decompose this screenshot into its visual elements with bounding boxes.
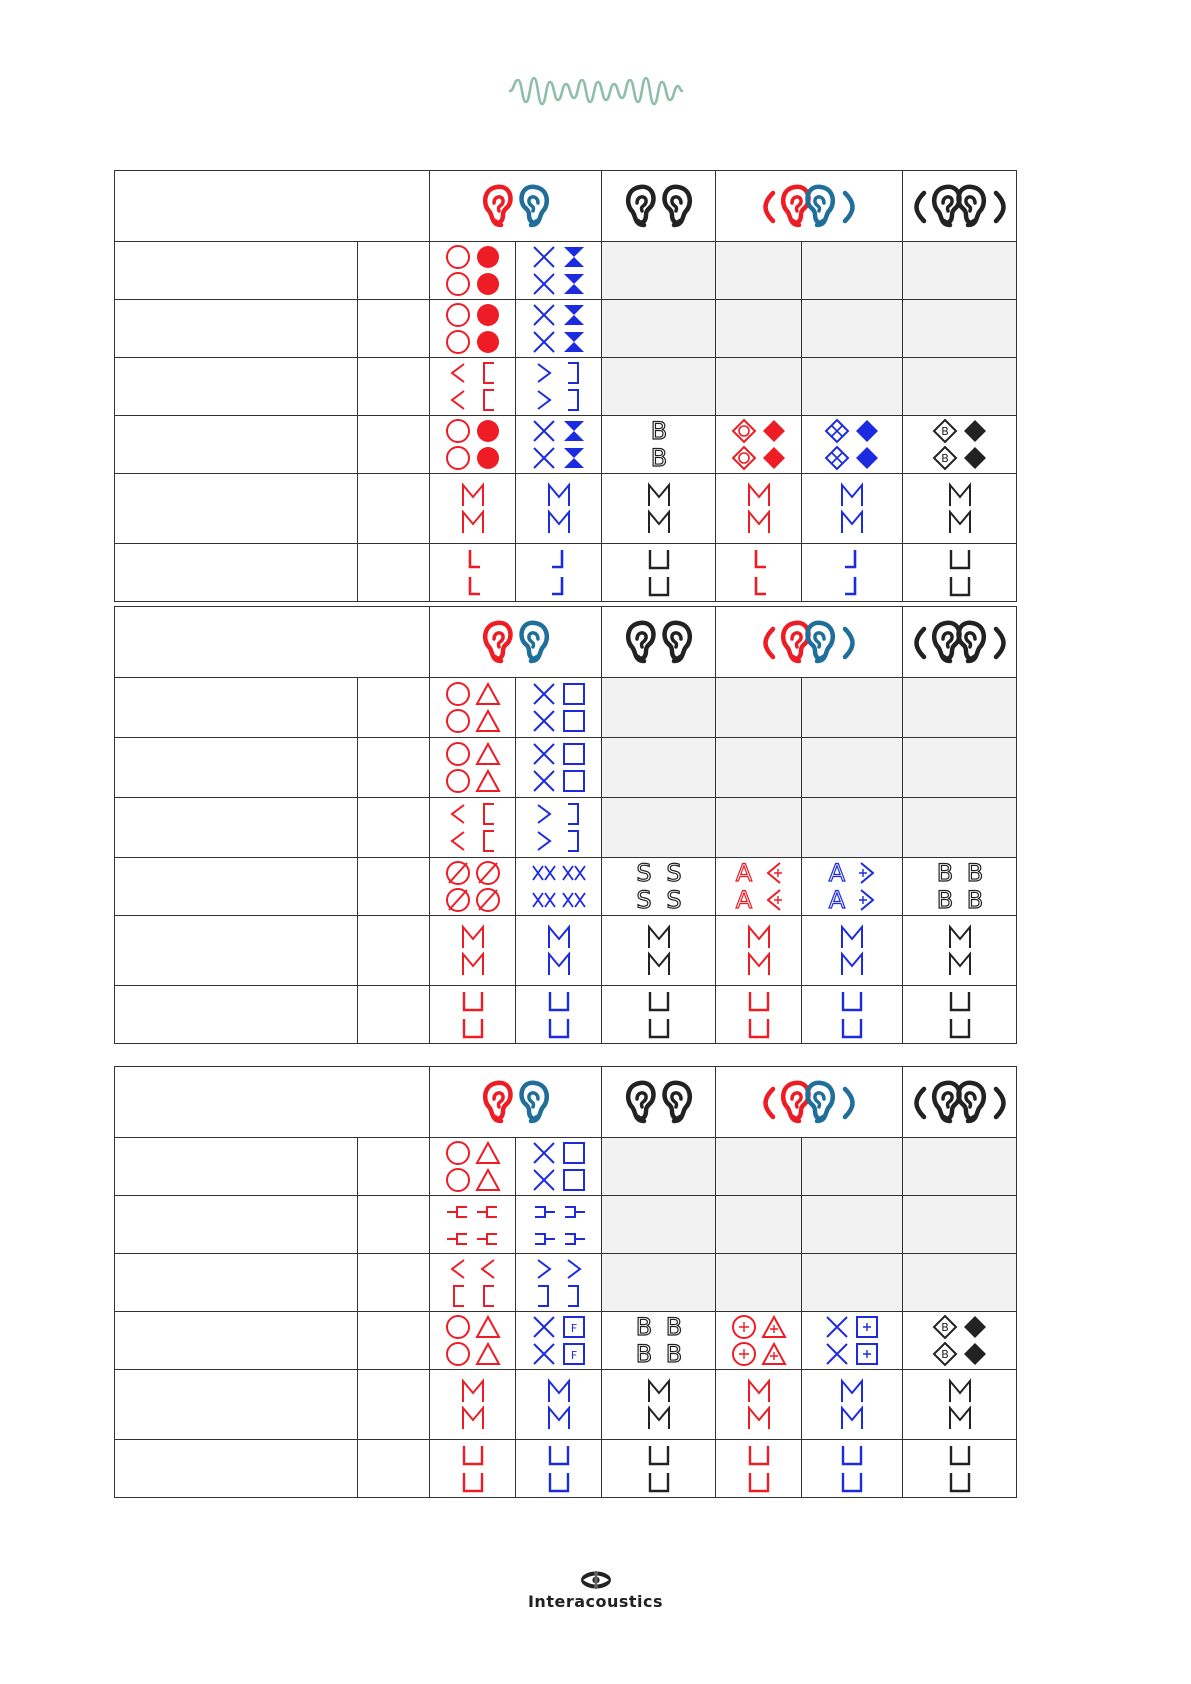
row-label-cell: [115, 474, 358, 544]
audiogram-symbol-icon: [945, 1378, 975, 1432]
svg-text:B: B: [665, 1339, 682, 1368]
legend-row: [115, 474, 1017, 544]
symbol-cell: [802, 986, 903, 1044]
not-applicable-cell: [903, 1254, 1017, 1312]
header-label-cell: [115, 607, 430, 678]
svg-text:S: S: [635, 885, 652, 914]
not-applicable-cell: [602, 1196, 716, 1254]
symbol-cell: [716, 544, 802, 602]
audiogram-symbol-icon: [458, 1442, 488, 1496]
legend-row: [115, 916, 1017, 986]
legend-table-3: [114, 1066, 1017, 1498]
symbol-cell: [516, 1370, 602, 1440]
not-applicable-cell: [716, 798, 802, 858]
legend-table-2: [114, 606, 1017, 1044]
legend-row: [115, 544, 1017, 602]
ears-red-blue-sound-icon: [716, 1067, 903, 1138]
not-applicable-cell: [802, 738, 903, 798]
audiogram-symbol-icon: [822, 860, 882, 914]
audiogram-symbol-icon: [529, 681, 589, 735]
symbol-cell: [516, 242, 602, 300]
audiogram-symbol-icon: [744, 1442, 774, 1496]
symbol-cell: [430, 1440, 516, 1498]
legend-row: [115, 798, 1017, 858]
legend-table-1: [114, 170, 1017, 602]
symbol-cell: [602, 916, 716, 986]
svg-text:S: S: [665, 885, 682, 914]
audiogram-symbol-icon: [729, 1314, 789, 1368]
audiogram-symbol-icon: [443, 681, 503, 735]
row-label-cell: [115, 986, 358, 1044]
audiogram-symbol-icon: [629, 860, 689, 914]
not-applicable-cell: [903, 738, 1017, 798]
symbol-cell: [430, 358, 516, 416]
not-applicable-cell: [802, 678, 903, 738]
symbol-cell: [430, 544, 516, 602]
symbol-cell: [516, 678, 602, 738]
audiogram-symbol-icon: [443, 741, 503, 795]
not-applicable-cell: [602, 798, 716, 858]
row-sublabel-cell: [358, 416, 430, 474]
not-applicable-cell: [716, 678, 802, 738]
symbol-cell: [716, 916, 802, 986]
audiogram-symbol-icon: [458, 546, 488, 600]
legend-row: [115, 858, 1017, 916]
not-applicable-cell: [716, 300, 802, 358]
row-sublabel-cell: [358, 916, 430, 986]
audiogram-symbol-icon: [529, 1140, 589, 1194]
symbol-cell: [430, 678, 516, 738]
audiogram-symbol-icon: [443, 418, 503, 472]
symbol-cell: [903, 916, 1017, 986]
audiogram-symbol-icon: [644, 924, 674, 978]
audiogram-symbol-icon: [945, 1442, 975, 1496]
svg-text:B: B: [650, 443, 667, 472]
symbol-cell: [716, 1370, 802, 1440]
audiogram-symbol-icon: [729, 418, 789, 472]
legend-row: [115, 1138, 1017, 1196]
symbol-cell: [802, 1440, 903, 1498]
audiogram-symbol-icon: [529, 244, 589, 298]
not-applicable-cell: [903, 242, 1017, 300]
audiogram-symbol-icon: [744, 988, 774, 1042]
audiogram-symbol-icon: [544, 546, 574, 600]
not-applicable-cell: [802, 1138, 903, 1196]
symbol-cell: [802, 474, 903, 544]
legend-header-row: [115, 607, 1017, 678]
not-applicable-cell: [716, 358, 802, 416]
row-sublabel-cell: [358, 738, 430, 798]
row-sublabel-cell: [358, 678, 430, 738]
symbol-cell: [802, 1312, 903, 1370]
row-label-cell: [115, 1138, 358, 1196]
symbol-cell: [516, 916, 602, 986]
audiogram-symbol-icon: [744, 924, 774, 978]
ears-black-icon: [602, 607, 716, 678]
svg-text:B: B: [966, 859, 983, 887]
footer-logo: [0, 1570, 1191, 1612]
not-applicable-cell: [802, 300, 903, 358]
audiogram-symbol-icon: [529, 1314, 589, 1368]
symbol-cell: [903, 986, 1017, 1044]
row-sublabel-cell: [358, 1440, 430, 1498]
row-sublabel-cell: [358, 1196, 430, 1254]
audiogram-symbol-icon: [930, 418, 990, 472]
audiogram-symbol-icon: [529, 1256, 589, 1310]
ears-red-blue-sound-icon: [716, 607, 903, 678]
symbol-cell: [430, 300, 516, 358]
ears-black-sound-icon: [903, 607, 1017, 678]
symbol-cell: [430, 858, 516, 916]
symbol-cell: [516, 1312, 602, 1370]
legend-row: [115, 678, 1017, 738]
audiogram-symbol-icon: [443, 1140, 503, 1194]
ears-black-icon: [602, 1067, 716, 1138]
symbol-cell: [716, 1440, 802, 1498]
svg-text:A: A: [828, 885, 846, 914]
not-applicable-cell: [602, 1138, 716, 1196]
symbol-cell: [430, 798, 516, 858]
svg-text:A: A: [735, 885, 752, 914]
not-applicable-cell: [802, 1196, 903, 1254]
row-sublabel-cell: [358, 242, 430, 300]
svg-text:S: S: [665, 859, 682, 887]
audiogram-symbol-icon: [744, 1378, 774, 1432]
legend-row: [115, 1312, 1017, 1370]
ears-black-icon: [602, 171, 716, 242]
symbol-cell: [602, 1312, 716, 1370]
legend-row: [115, 1370, 1017, 1440]
not-applicable-cell: [903, 1196, 1017, 1254]
not-applicable-cell: [802, 242, 903, 300]
audiogram-symbol-icon: [544, 1442, 574, 1496]
audiogram-symbol-icon: [443, 1314, 503, 1368]
row-label-cell: [115, 916, 358, 986]
symbol-cell: [516, 1138, 602, 1196]
legend-header-row: [115, 1067, 1017, 1138]
svg-text:B: B: [650, 417, 667, 445]
not-applicable-cell: [602, 1254, 716, 1312]
audiogram-symbol-icon: [443, 1256, 503, 1310]
audiogram-symbol-icon: [945, 988, 975, 1042]
symbol-cell: [516, 1196, 602, 1254]
not-applicable-cell: [802, 798, 903, 858]
symbol-cell: [516, 858, 602, 916]
legend-row: [115, 1196, 1017, 1254]
audiogram-symbol-icon: [529, 360, 589, 414]
audiogram-symbol-icon: [529, 801, 589, 855]
symbol-cell: [802, 544, 903, 602]
audiogram-symbol-icon: [458, 1378, 488, 1432]
svg-text:B: B: [936, 859, 953, 887]
row-label-cell: [115, 678, 358, 738]
audiogram-symbol-icon: [837, 924, 867, 978]
svg-text:F: F: [570, 1348, 577, 1362]
row-label-cell: [115, 1254, 358, 1312]
row-label-cell: [115, 1196, 358, 1254]
symbol-cell: [802, 1370, 903, 1440]
not-applicable-cell: [903, 798, 1017, 858]
not-applicable-cell: [602, 358, 716, 416]
audiogram-symbol-icon: [529, 302, 589, 356]
not-applicable-cell: [602, 738, 716, 798]
symbol-cell: [903, 416, 1017, 474]
audiogram-symbol-icon: [529, 418, 589, 472]
audiogram-symbol-icon: [744, 546, 774, 600]
audiogram-symbol-icon: [945, 924, 975, 978]
audiogram-symbol-icon: [744, 482, 774, 536]
ears-red-blue-icon: [430, 607, 602, 678]
row-sublabel-cell: [358, 858, 430, 916]
audiogram-symbol-icon: [443, 302, 503, 356]
row-label-cell: [115, 416, 358, 474]
row-sublabel-cell: [358, 1312, 430, 1370]
legend-row: [115, 1254, 1017, 1312]
audiogram-symbol-icon: [644, 1442, 674, 1496]
ears-red-blue-icon: [430, 1067, 602, 1138]
interacoustics-logo-icon: [579, 1570, 613, 1590]
audiogram-symbol-icon: [930, 860, 990, 914]
symbol-cell: [903, 1312, 1017, 1370]
audiogram-symbol-icon: [644, 546, 674, 600]
row-label-cell: [115, 300, 358, 358]
row-label-cell: [115, 544, 358, 602]
audiogram-symbol-icon: [644, 482, 674, 536]
audiogram-symbol-icon: [544, 988, 574, 1042]
svg-text:B: B: [940, 1320, 949, 1334]
symbol-cell: [430, 986, 516, 1044]
audiogram-symbol-icon: [443, 244, 503, 298]
row-label-cell: [115, 242, 358, 300]
svg-text:B: B: [940, 451, 949, 465]
ears-red-blue-sound-icon: [716, 171, 903, 242]
audiogram-symbol-icon: [443, 801, 503, 855]
symbol-cell: [716, 986, 802, 1044]
symbol-cell: [903, 544, 1017, 602]
row-label-cell: [115, 798, 358, 858]
audiogram-symbol-icon: [529, 1198, 589, 1252]
symbol-cell: [430, 916, 516, 986]
audiogram-symbol-icon: [544, 1378, 574, 1432]
symbol-cell: [802, 858, 903, 916]
svg-text:B: B: [940, 1347, 949, 1361]
svg-text:B: B: [635, 1313, 652, 1341]
not-applicable-cell: [903, 678, 1017, 738]
audiogram-symbol-icon: [837, 988, 867, 1042]
svg-text:F: F: [570, 1321, 577, 1335]
row-label-cell: [115, 1312, 358, 1370]
audiogram-symbol-icon: [544, 924, 574, 978]
audiogram-symbol-icon: [822, 418, 882, 472]
legend-row: [115, 358, 1017, 416]
symbol-cell: [602, 1370, 716, 1440]
svg-text:S: S: [635, 859, 652, 887]
audiogram-symbol-icon: [529, 860, 589, 914]
symbol-cell: [716, 474, 802, 544]
svg-text:B: B: [635, 1339, 652, 1368]
audiogram-symbol-icon: [458, 924, 488, 978]
svg-text:B: B: [665, 1313, 682, 1341]
svg-text:A: A: [735, 859, 752, 887]
not-applicable-cell: [903, 1138, 1017, 1196]
not-applicable-cell: [602, 678, 716, 738]
not-applicable-cell: [716, 738, 802, 798]
symbol-cell: [716, 858, 802, 916]
row-label-cell: [115, 858, 358, 916]
legend-row: [115, 242, 1017, 300]
ears-black-sound-icon: [903, 171, 1017, 242]
audiogram-symbol-icon: [837, 546, 867, 600]
symbol-cell: [716, 416, 802, 474]
audiogram-symbol-icon: [529, 741, 589, 795]
symbol-cell: [430, 1370, 516, 1440]
audiogram-symbol-icon: [837, 1378, 867, 1432]
not-applicable-cell: [903, 358, 1017, 416]
ears-black-sound-icon: [903, 1067, 1017, 1138]
symbol-cell: [602, 474, 716, 544]
waveform-logo-icon: [508, 72, 684, 110]
row-label-cell: [115, 358, 358, 416]
not-applicable-cell: [802, 1254, 903, 1312]
legend-row: [115, 300, 1017, 358]
row-sublabel-cell: [358, 1138, 430, 1196]
ears-red-blue-icon: [430, 171, 602, 242]
audiogram-symbol-icon: [544, 482, 574, 536]
row-sublabel-cell: [358, 1370, 430, 1440]
symbol-cell: [516, 798, 602, 858]
row-sublabel-cell: [358, 300, 430, 358]
audiogram-symbol-icon: [644, 418, 674, 472]
svg-text:B: B: [966, 885, 983, 914]
not-applicable-cell: [716, 1138, 802, 1196]
audiogram-symbol-icon: [930, 1314, 990, 1368]
not-applicable-cell: [716, 242, 802, 300]
symbol-cell: [430, 1254, 516, 1312]
not-applicable-cell: [802, 358, 903, 416]
legend-row: [115, 1440, 1017, 1498]
audiogram-symbol-icon: [837, 482, 867, 536]
symbol-cell: [516, 1440, 602, 1498]
audiogram-symbol-icon: [729, 860, 789, 914]
symbol-cell: [430, 738, 516, 798]
audiogram-symbol-icon: [443, 360, 503, 414]
symbol-cell: [602, 1440, 716, 1498]
audiogram-symbol-icon: [945, 482, 975, 536]
symbol-cell: [430, 1138, 516, 1196]
symbol-cell: [430, 416, 516, 474]
row-label-cell: [115, 1440, 358, 1498]
row-sublabel-cell: [358, 986, 430, 1044]
symbol-cell: [602, 544, 716, 602]
svg-text:A: A: [828, 859, 846, 887]
audiogram-symbol-icon: [458, 482, 488, 536]
legend-header-row: [115, 171, 1017, 242]
row-sublabel-cell: [358, 798, 430, 858]
symbol-cell: [430, 1196, 516, 1254]
audiogram-symbol-icon: [443, 860, 503, 914]
row-sublabel-cell: [358, 474, 430, 544]
symbol-cell: [516, 1254, 602, 1312]
symbol-cell: [903, 1440, 1017, 1498]
legend-row: [115, 738, 1017, 798]
symbol-cell: [802, 916, 903, 986]
audiogram-symbol-icon: [945, 546, 975, 600]
audiogram-symbol-icon: [458, 988, 488, 1042]
not-applicable-cell: [602, 242, 716, 300]
brand-name: Interacoustics: [527, 1592, 664, 1611]
symbol-cell: [516, 544, 602, 602]
symbol-cell: [516, 738, 602, 798]
row-sublabel-cell: [358, 544, 430, 602]
symbol-cell: [602, 416, 716, 474]
audiogram-symbol-icon: [644, 988, 674, 1042]
symbol-cell: [903, 474, 1017, 544]
symbol-cell: [430, 1312, 516, 1370]
audiogram-symbol-icon: [822, 1314, 882, 1368]
symbol-cell: [602, 986, 716, 1044]
symbol-cell: [903, 1370, 1017, 1440]
symbol-cell: [903, 858, 1017, 916]
not-applicable-cell: [903, 300, 1017, 358]
audiogram-symbol-icon: [837, 1442, 867, 1496]
symbol-cell: [516, 300, 602, 358]
row-sublabel-cell: [358, 1254, 430, 1312]
row-sublabel-cell: [358, 358, 430, 416]
symbol-cell: [516, 986, 602, 1044]
symbol-cell: [516, 416, 602, 474]
symbol-cell: [716, 1312, 802, 1370]
svg-text:B: B: [936, 885, 953, 914]
svg-text:B: B: [940, 424, 949, 438]
symbol-cell: [516, 358, 602, 416]
symbol-cell: [602, 858, 716, 916]
symbol-cell: [430, 242, 516, 300]
row-label-cell: [115, 738, 358, 798]
header-label-cell: [115, 1067, 430, 1138]
symbol-cell: [516, 474, 602, 544]
not-applicable-cell: [716, 1196, 802, 1254]
header-label-cell: [115, 171, 430, 242]
not-applicable-cell: [716, 1254, 802, 1312]
symbol-cell: [802, 416, 903, 474]
legend-row: [115, 986, 1017, 1044]
audiogram-symbol-icon: [644, 1378, 674, 1432]
row-label-cell: [115, 1370, 358, 1440]
legend-row: [115, 416, 1017, 474]
audiogram-symbol-icon: [629, 1314, 689, 1368]
not-applicable-cell: [602, 300, 716, 358]
audiogram-symbol-icon: [443, 1198, 503, 1252]
symbol-cell: [430, 474, 516, 544]
